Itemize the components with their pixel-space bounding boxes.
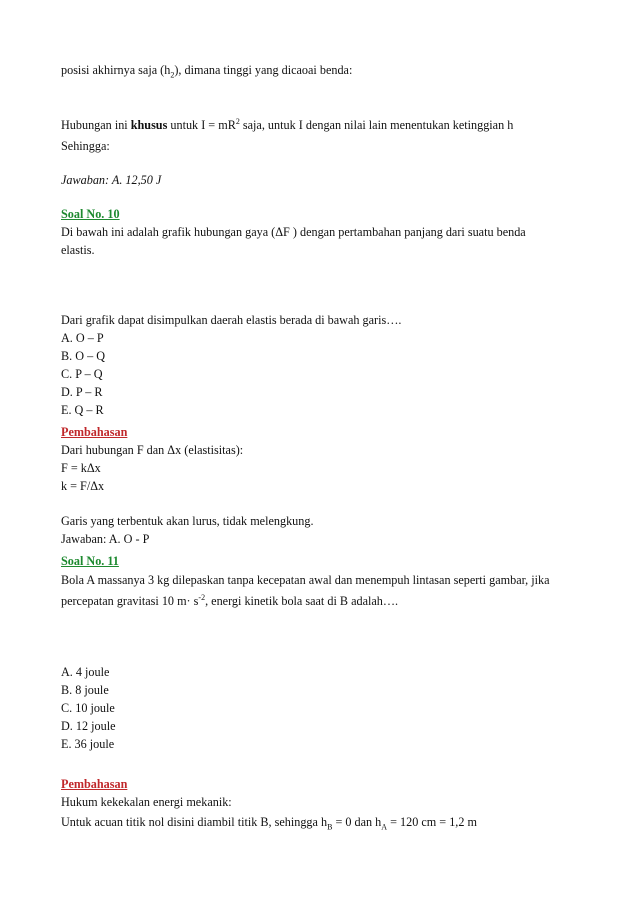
question-text-10-line1: Di bawah ini adalah grafik hubungan gaya (ΔF ) dengan pertambahan panjang dari suatu benda xyxy=(61,225,526,239)
text-fragment: posisi akhirnya saja (h xyxy=(61,63,171,77)
question-text-11-line1: Bola A massanya 3 kg dilepaskan tanpa kecepatan awal dan menempuh lintasan seperti gambar, jika xyxy=(61,573,550,587)
text-fragment: percepatan gravitasi 10 m· s xyxy=(61,594,199,608)
text-fragment: saja, untuk I dengan nilai lain menentukan ketinggian h xyxy=(239,118,514,132)
option-item: D. 12 joule xyxy=(61,719,116,733)
question-heading-10: Soal No. 10 xyxy=(61,207,120,221)
text-fragment: , energi kinetik bola saat di B adalah…. xyxy=(205,594,399,608)
option-item: C. P – Q xyxy=(61,367,103,381)
question-text-10-line2: elastis. xyxy=(61,243,95,257)
superscript: -2 xyxy=(198,592,206,602)
bold-word: khusus xyxy=(130,118,168,132)
answer-line: Jawaban: A. 12,50 J xyxy=(61,173,162,187)
question-text-11-line2 xyxy=(61,593,398,609)
answer-line: Jawaban: A. O - P xyxy=(61,532,150,546)
option-item: E. Q – R xyxy=(61,403,104,417)
text-line-hubungan xyxy=(61,117,513,133)
option-item: D. P – R xyxy=(61,385,103,399)
text-fragment: Hubungan ini xyxy=(61,118,131,132)
text-fragment: untuk I = mR xyxy=(167,118,236,132)
option-item: A. 4 joule xyxy=(61,665,110,679)
text-fragment: Untuk acuan titik nol disini diambil titik B, sehingga h xyxy=(61,815,328,829)
option-item: C. 10 joule xyxy=(61,701,115,715)
text-fragment: = 0 dan h xyxy=(332,815,382,829)
option-item: B. O – Q xyxy=(61,349,106,363)
text-fragment: ), dimana tinggi yang dicaoai benda: xyxy=(174,63,353,77)
option-item: B. 8 joule xyxy=(61,683,109,697)
pembahasan-line: Hukum kekekalan energi mekanik: xyxy=(61,795,232,809)
subscript: A xyxy=(381,822,388,832)
subscript: 2 xyxy=(170,70,175,80)
subscript: B xyxy=(327,822,333,832)
formula-line: F = kΔx xyxy=(61,461,101,475)
question-prompt-10: Dari grafik dapat disimpulkan daerah elastis berada di bawah garis…. xyxy=(61,313,402,327)
pembahasan-note: Garis yang terbentuk akan lurus, tidak melengkung. xyxy=(61,514,314,528)
superscript: 2 xyxy=(235,116,240,126)
text-line-posisi xyxy=(61,62,352,78)
pembahasan-heading-10: Pembahasan xyxy=(61,425,128,439)
text-line-sehingga: Sehingga: xyxy=(61,139,110,153)
pembahasan-heading-11: Pembahasan xyxy=(61,777,128,791)
question-heading-11: Soal No. 11 xyxy=(61,554,119,568)
pembahasan-line: Dari hubungan F dan Δx (elastisitas): xyxy=(61,443,244,457)
pembahasan-line xyxy=(61,814,477,830)
option-item: E. 36 joule xyxy=(61,737,115,751)
text-fragment: = 120 cm = 1,2 m xyxy=(387,815,477,829)
formula-line: k = F/Δx xyxy=(61,479,105,493)
option-item: A. O – P xyxy=(61,331,104,345)
